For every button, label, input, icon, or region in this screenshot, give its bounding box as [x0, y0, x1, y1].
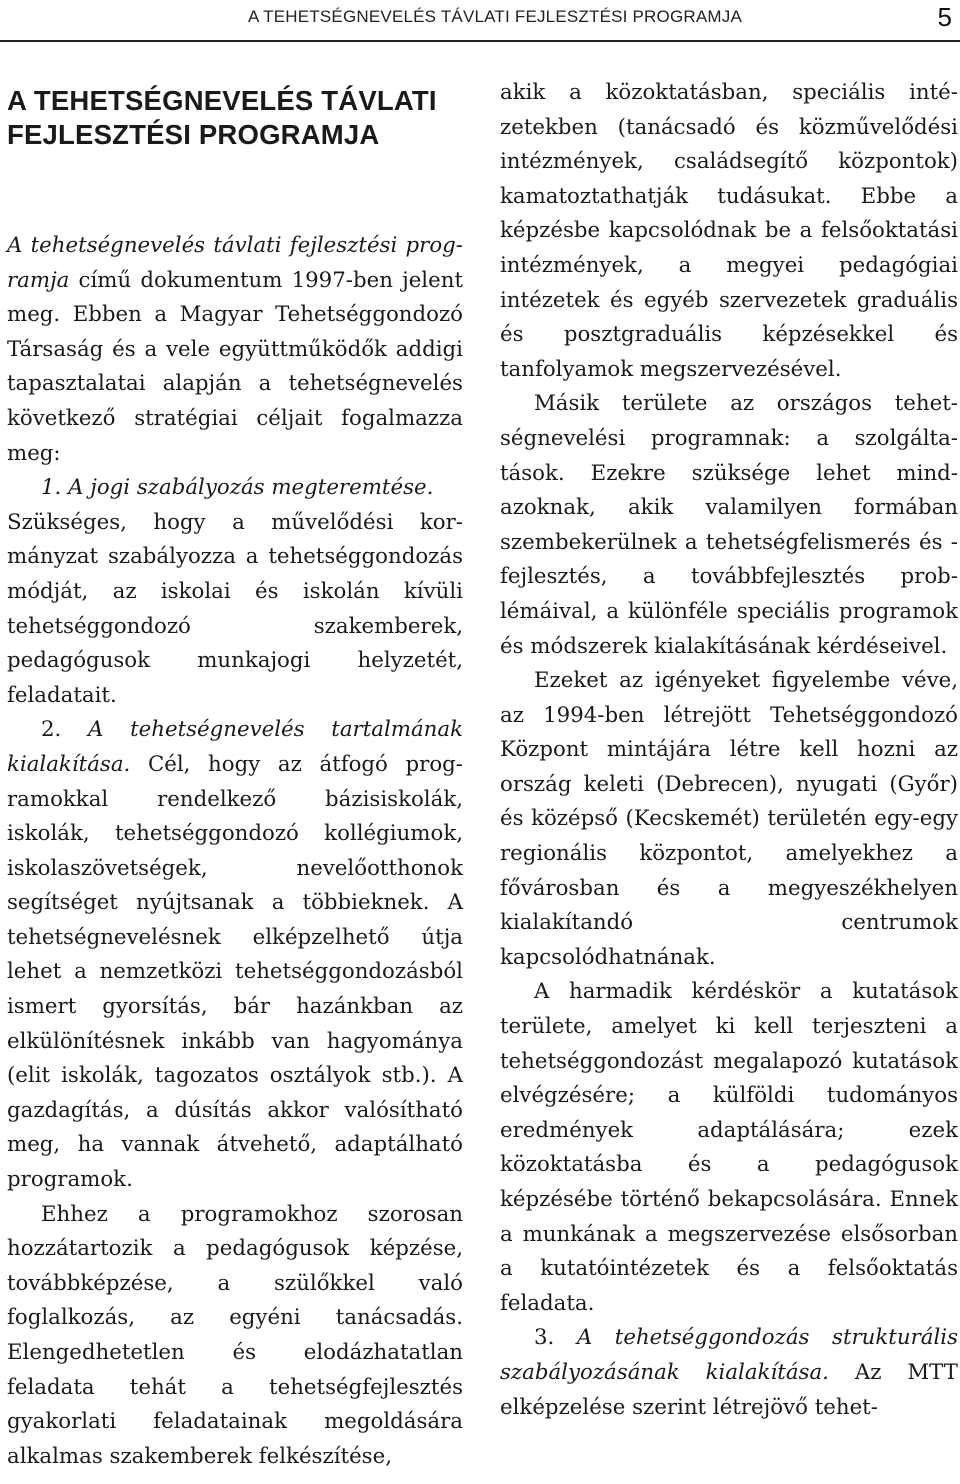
services-paragraph: Másik területe az országos tehetségnevelési programnak: a szolgáltatások. Ezekre szüksége lehet mindazoknak, akik valamilyen formában szembekerülnek a tehetségfelismerés és -fejlesztés, a továbbfejlesztés problémáival, a különféle speciális programok és módszerek kialakításának kérdéseivel. [500, 391, 958, 659]
goal-2-number: 2. [41, 717, 89, 743]
intro-paragraph [7, 229, 463, 471]
research-paragraph: A harmadik kérdéskör a kutatások területe, amelyet ki kell terjeszteni a tehetséggondozást megalapozó kutatások elvégzésére; a külföldi tudományos eredmények adaptálására; ezek közoktatásba és a pedagógusok képzésébe történő bekapcsolására. Ennek a munkának a megszervezése elsősorban a kutatóintézetek és a felsőoktatás feladata. [500, 979, 958, 1316]
document-title-reference: A tehetségnevelés távlati fejlesztési programja [7, 233, 463, 293]
goal-3-title: A tehetséggondozás strukturális szabályozásának kialakítása. [500, 1325, 959, 1385]
article-title-line-1: A TEHETSÉGNEVELÉS TÁVLATI [7, 85, 437, 116]
regional-centres-paragraph: Ezeket az igényeket figyelembe véve, az 1994-ben létrejött Tehetséggondozó Központ mintájára létre kell hozni az ország keleti (Debrecen), nyugati (Győr) és középső (Kecskemét) területén egy-egy regionális központot, amelyekhez a fővárosban és a megyeszékhelyen kialakítandó centrumok kapcsolódhatnának. [500, 668, 958, 970]
right-column [500, 76, 958, 1425]
continuation-paragraph: akik a közoktatásban, speciális intézetekben (tanácsadó és közművelődési intézmények, családsegítő központok) kamatoztathatják tudásukat. Ebbe a képzésbe kapcsolódnak be a felsőoktatási intézmények, a megyei pedagógiai intézetek és egyéb szervezetek graduális és posztgraduális képzésekkel és tanfolyamok megszervezésével. [500, 80, 958, 382]
goal-2-text: Cél, hogy az átfogó programokkal rendelkező bázisiskolák, iskolák, tehetséggondozó kollégiumok, iskolaszövetségek, nevelőotthonok segítséget nyújtsanak a többieknek. A tehetségnevelésnek elképzelhető útja lehet a nemzetközi tehetséggondozásból ismert gyorsítás, bár hazánkban az elkülönítésnek inkább van hagyománya (elit iskolák, tagozatos osztályok stb.). A gazdagítás, a dúsítás akkor valósítható meg, ha vannak átvehető, adaptálható programok. [7, 751, 463, 1193]
goal-3-text: Az MTT elképzelése szerint létrejövő tehet- [500, 1359, 958, 1420]
article-title-line-2: FEJLESZTÉSI PROGRAMJA [7, 119, 380, 150]
title-spacing [7, 152, 463, 229]
article-title [7, 84, 463, 152]
teacher-training-paragraph: Ehhez a programokhoz szorosan hozzátartozik a pedagógusok képzése, továbbképzése, a szülőkkel való foglalkozás, az egyéni tanácsadás. Elengedhetetlen és elodázhatatlan feladata tehát a tehetségfejlesztés gyakorlati feladatainak megoldására alkalmas szakemberek felkészítése, [7, 1201, 463, 1469]
goal-1-paragraph: Szükséges, hogy a művelődési kormányzat szabályozza a tehetséggondozás módját, az iskolai és iskolán kívüli tehetséggondozó szakemberek, pedagógusok munkajogi helyzetét, feladatait. [7, 509, 463, 708]
goal-2-paragraph [7, 713, 463, 1197]
running-title: A TEHETSÉGNEVELÉS TÁVLATI FEJLESZTÉSI PROGRAMJA [247, 7, 742, 26]
goal-3-paragraph [500, 1321, 958, 1425]
page-number: 5 [937, 2, 952, 32]
goal-2-title: A tehetségnevelés tartalmának kialakítása. [7, 717, 463, 777]
header-rule [0, 40, 960, 42]
goal-3-number: 3. [534, 1325, 577, 1351]
intro-text: című dokumentum 1997-ben jelent meg. Ebben a Magyar Tehetséggondozó Társaság és a vele együttműködők addigi tapasztalatai alapján a tehetségnevelés következő stratégiai céljait fogalmazza meg: [7, 267, 463, 466]
goal-1-heading [7, 471, 463, 506]
goal-1-title: 1. A jogi szabályozás megteremtése. [41, 475, 434, 501]
left-column [7, 76, 463, 1474]
running-header [0, 0, 960, 40]
